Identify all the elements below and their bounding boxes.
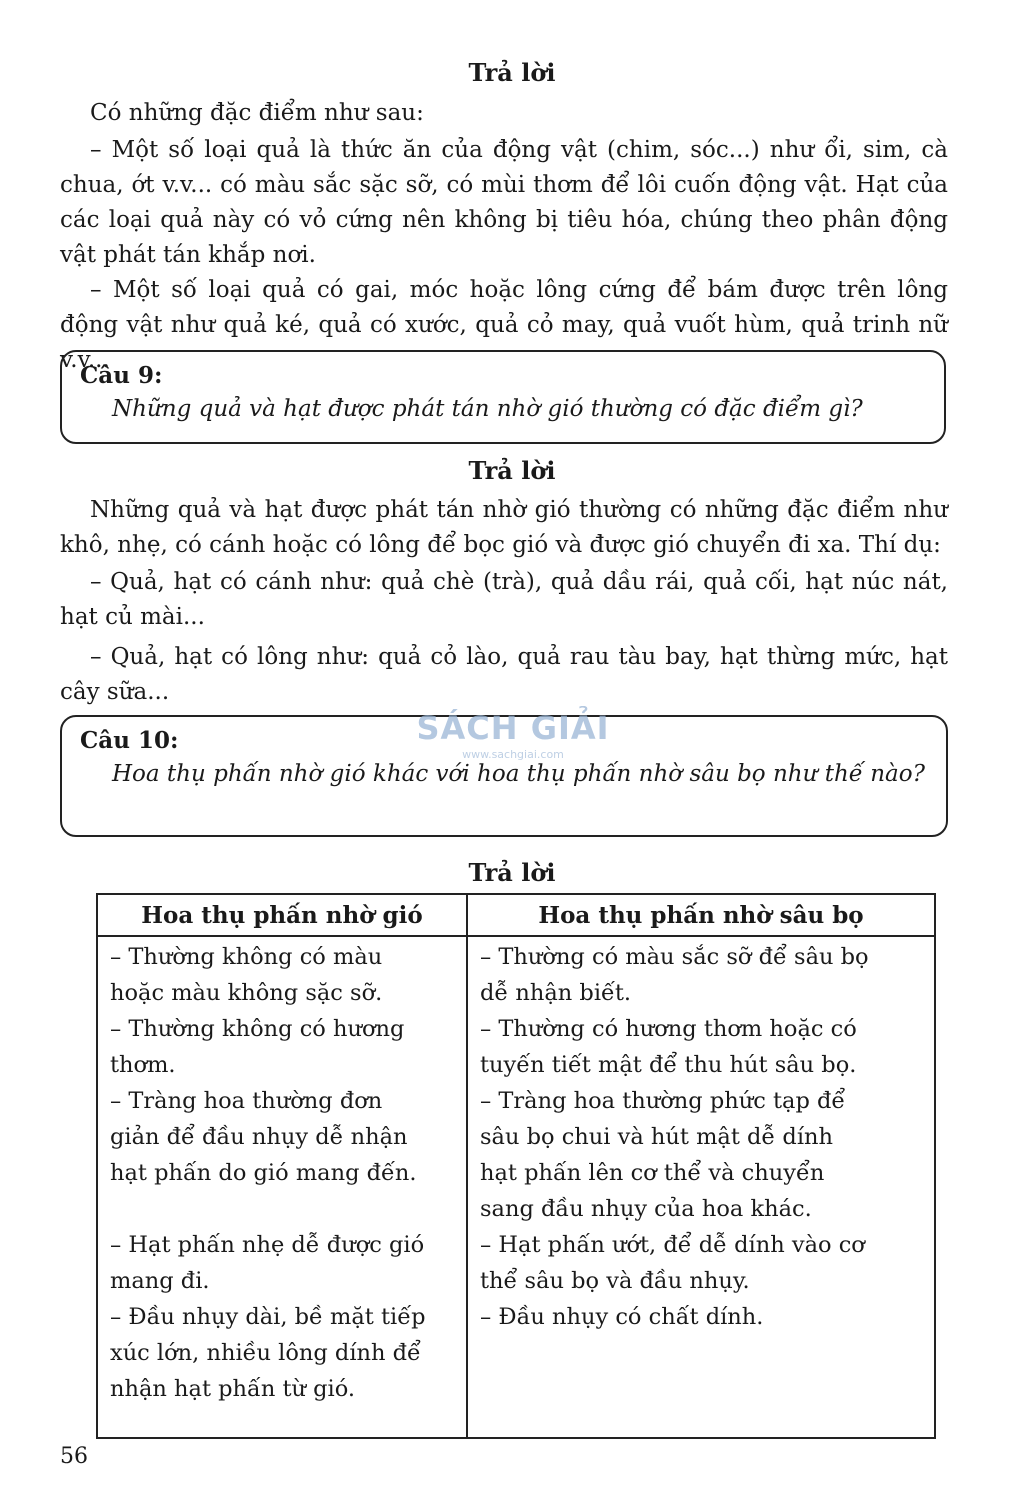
cell-line: mang đi. (110, 1268, 210, 1294)
cell-line: – Thường không có hương (110, 1016, 405, 1042)
cell-line: thể sâu bọ và đầu nhụy. (480, 1268, 750, 1294)
cell-line: – Thường có hương thơm hoặc có (480, 1016, 857, 1042)
table-row (97, 936, 935, 1438)
question-10-label: Câu 10: (80, 727, 179, 754)
answer-heading: Trả lời (468, 858, 556, 887)
comparison-table (96, 893, 936, 1439)
cell-line: – Đầu nhụy có chất dính. (480, 1304, 764, 1330)
cell-line: – Hạt phấn nhẹ dễ được gió (110, 1232, 425, 1258)
cell-line: sang đầu nhụy của hoa khác. (480, 1196, 812, 1222)
cell-line: sâu bọ chui và hút mật dễ dính (480, 1124, 834, 1150)
cell-line: tuyến tiết mật để thu hút sâu bọ. (480, 1052, 857, 1078)
cell-line: – Thường không có màu (110, 944, 383, 970)
cell-line (110, 1191, 458, 1227)
cell-line: nhận hạt phấn từ gió. (110, 1376, 356, 1402)
wind-pollination-cell (97, 936, 467, 1438)
question-9-text: Những quả và hạt được phát tán nhờ gió thường có đặc điểm gì? (112, 396, 863, 422)
watermark-url: www.sachgiai.com (462, 748, 564, 761)
cell-line: – Tràng hoa thường phức tạp để (480, 1088, 846, 1114)
paragraph-winged-seeds: – Quả, hạt có cánh như: quả chè (trà), quả dầu rái, quả cối, hạt núc nát, hạt củ mài... (60, 569, 948, 630)
insect-pollination-cell (467, 936, 935, 1438)
column-header-insect: Hoa thụ phấn nhờ sâu bọ (467, 894, 935, 936)
cell-line: hạt phấn do gió mang đến. (110, 1160, 417, 1186)
cell-line: hạt phấn lên cơ thể và chuyển (480, 1160, 825, 1186)
paragraph-animal-dispersal: – Một số loại quả là thức ăn của động vật (chim, sóc...) như ổi, sim, cà chua, ớt v.v... có màu sắc sặc sỡ, có mùi thơm để lôi cuốn động vật. Hạt của các loại quả này có vỏ cứng nên không bị tiêu hóa, chúng theo phân động vật phát tán khắp nơi. (60, 137, 948, 268)
question-9-box (60, 350, 946, 444)
cell-line: thơm. (110, 1052, 176, 1078)
paragraph-hook-dispersal: – Một số loại quả có gai, móc hoặc lông cứng để bám được trên lông động vật như quả ké, quả có xước, quả cỏ may, quả vuốt hùm, quả trinh nữ v.v... (60, 277, 948, 373)
cell-line: – Hạt phấn ướt, để dễ dính vào cơ (480, 1232, 865, 1258)
paragraph-hairy-seeds: – Quả, hạt có lông như: quả cỏ lào, quả rau tàu bay, hạt thừng mức, hạt cây sữa... (60, 644, 948, 705)
cell-line: giản để đầu nhụy dễ nhận (110, 1124, 408, 1150)
cell-line: – Đầu nhụy dài, bề mặt tiếp (110, 1304, 426, 1330)
watermark-logo: SÁCH GIẢI (416, 709, 610, 747)
question-9-label: Câu 9: (80, 362, 163, 389)
cell-line: – Thường có màu sắc sỡ để sâu bọ (480, 944, 869, 970)
cell-line: hoặc màu không sặc sỡ. (110, 980, 383, 1006)
cell-line: – Tràng hoa thường đơn (110, 1088, 383, 1114)
answer-heading: Trả lời (468, 58, 556, 87)
column-header-wind: Hoa thụ phấn nhờ gió (97, 894, 467, 936)
table-header-row (97, 894, 935, 936)
question-10-text: Hoa thụ phấn nhờ gió khác với hoa thụ phấn nhờ sâu bọ như thế nào? (112, 761, 925, 787)
cell-line: dễ nhận biết. (480, 980, 632, 1006)
paragraph-wind-dispersal: Những quả và hạt được phát tán nhờ gió thường có những đặc điểm như khô, nhẹ, có cánh hoặc có lông để bọc gió và được gió chuyển đi xa. Thí dụ: (60, 497, 948, 558)
answer-heading: Trả lời (468, 456, 556, 485)
intro-paragraph: Có những đặc điểm như sau: (90, 100, 424, 126)
cell-line: xúc lớn, nhiều lông dính để (110, 1340, 421, 1366)
watermark (408, 708, 618, 788)
page-number: 56 (60, 1444, 88, 1469)
